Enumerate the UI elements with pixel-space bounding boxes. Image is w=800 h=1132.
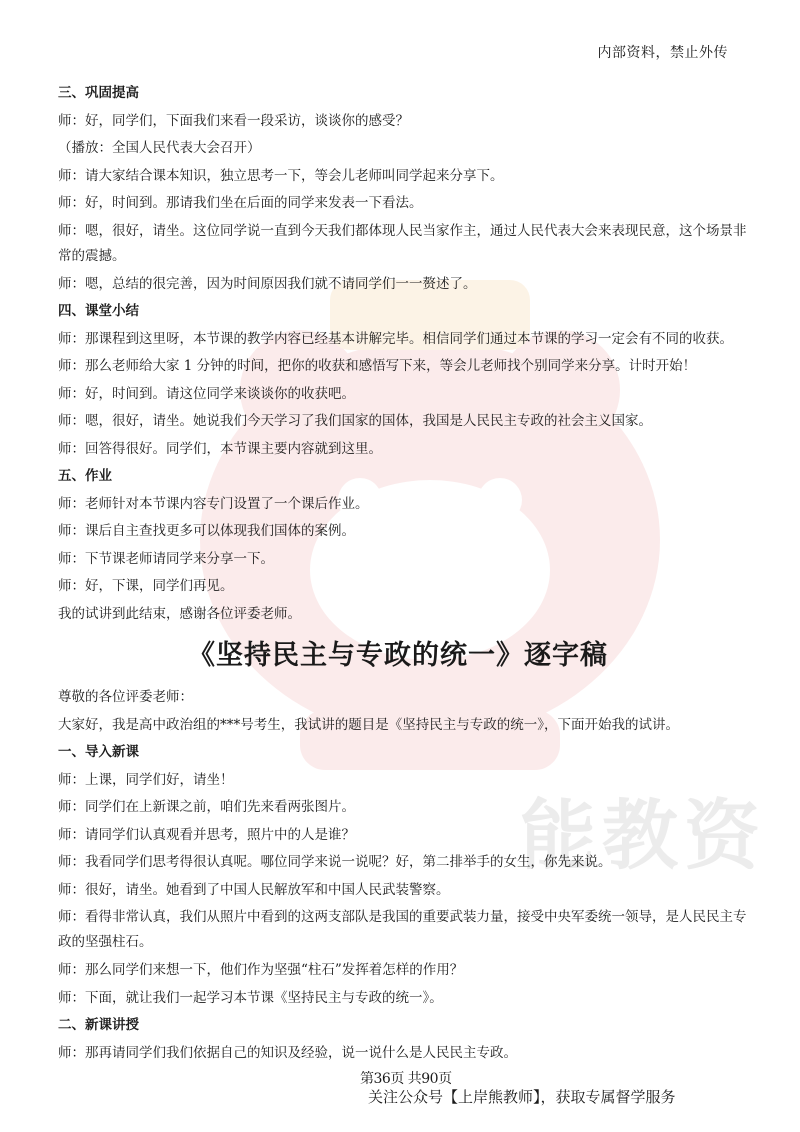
paragraph: 师：看得非常认真，我们从照片中看到的这两支部队是我国的重要武装力量，接受中央军委统一领导，是人民民主专政的坚强柱石。 — [58, 909, 747, 950]
footer-promo: 关注公众号【上岸熊教师】，获取专属督学服务 — [368, 1088, 676, 1106]
paragraph: 师：好，时间到。请这位同学来谈谈你的收获吧。 — [58, 385, 355, 402]
paragraph: 大家好，我是高中政治组的***号考生，我试讲的题目是《坚持民主与专政的统一》，下面开始我的试讲。 — [58, 716, 679, 733]
paragraph: 师：那再请同学们我们依据自己的知识及经验，说一说什么是人民民主专政。 — [58, 1044, 517, 1061]
paragraph: 师：回答得很好。同学们，本节课主要内容就到这里。 — [58, 440, 382, 457]
page-number: 第36页 共90页 — [360, 1071, 452, 1087]
document-body — [58, 80, 748, 1067]
document-title: 《坚持民主与专政的统一》逐字稿 — [188, 640, 608, 671]
paragraph: 师：课后自主查找更多可以体现我们国体的案例。 — [58, 523, 355, 539]
greeting: 尊敬的各位评委老师： — [58, 689, 193, 705]
header-note: 内部资料，禁止外传 — [597, 45, 728, 61]
paragraph: 师：请同学们认真观看并思考，照片中的人是谁？ — [58, 826, 355, 843]
paragraph: 我的试讲到此结束，感谢各位评委老师。 — [58, 605, 301, 622]
paragraph: 师：我看同学们思考得很认真呢。哪位同学来说一说呢？好，第二排举手的女生，你先来说。 — [58, 854, 612, 870]
section-heading: 一、导入新课 — [58, 744, 139, 760]
paragraph: 师：请大家结合课本知识，独立思考一下，等会儿老师叫同学起来分享下。 — [58, 167, 504, 184]
paragraph: （播放：全国人民代表大会召开） — [58, 140, 261, 156]
section-heading: 二、新课讲授 — [58, 1017, 139, 1033]
paragraph: 师：那么同学们来想一下，他们作为坚强“柱石”发挥着怎样的作用？ — [58, 962, 464, 978]
paragraph: 师：下面，就让我们一起学习本节课《坚持民主与专政的统一》。 — [58, 989, 443, 1006]
paragraph: 师：同学们在上新课之前，咱们先来看两张图片。 — [58, 799, 355, 815]
paragraph: 师：好，下课，同学们再见。 — [58, 578, 234, 594]
watermark-text: 能教资 — [520, 791, 766, 880]
paragraph: 师：嗯，总结的很完善，因为时间原因我们就不请同学们一一赘述了。 — [58, 275, 477, 292]
paragraph: 师：上课，同学们好，请坐！ — [58, 771, 234, 788]
paragraph: 师：好，同学们，下面我们来看一段采访，谈谈你的感受？ — [58, 112, 409, 129]
paragraph: 师：好，时间到。那请我们坐在后面的同学来发表一下看法。 — [58, 195, 423, 211]
paragraph: 师：那么老师给大家 1 分钟的时间，把你的收获和感悟写下来，等会儿老师找个别同学来分享。计时开始！ — [58, 358, 697, 374]
paragraph: 师：嗯，很好，请坐。她说我们今天学习了我们国家的国体，我国是人民民主专政的社会主义国家。 — [58, 413, 652, 429]
section-heading: 四、课堂小结 — [58, 303, 139, 319]
paragraph: 师：老师针对本节课内容专门设置了一个课后作业。 — [58, 495, 369, 512]
section-heading: 三、巩固提高 — [58, 85, 139, 101]
paragraph: 师：那课程到这里呀，本节课的教学内容已经基本讲解完毕。相信同学们通过本节课的学习一定会有不同的收获。 — [58, 330, 733, 347]
paragraph: 师：下节课老师请同学来分享一下。 — [58, 550, 274, 567]
paragraph: 师：很好，请坐。她看到了中国人民解放军和中国人民武装警察。 — [58, 881, 450, 898]
section-heading: 五、作业 — [58, 468, 112, 484]
paragraph: 师：嗯，很好，请坐。这位同学说一直到今天我们都体现人民当家作主，通过人民代表大会来表现民意，这个场景非常的震撼。 — [58, 222, 747, 264]
